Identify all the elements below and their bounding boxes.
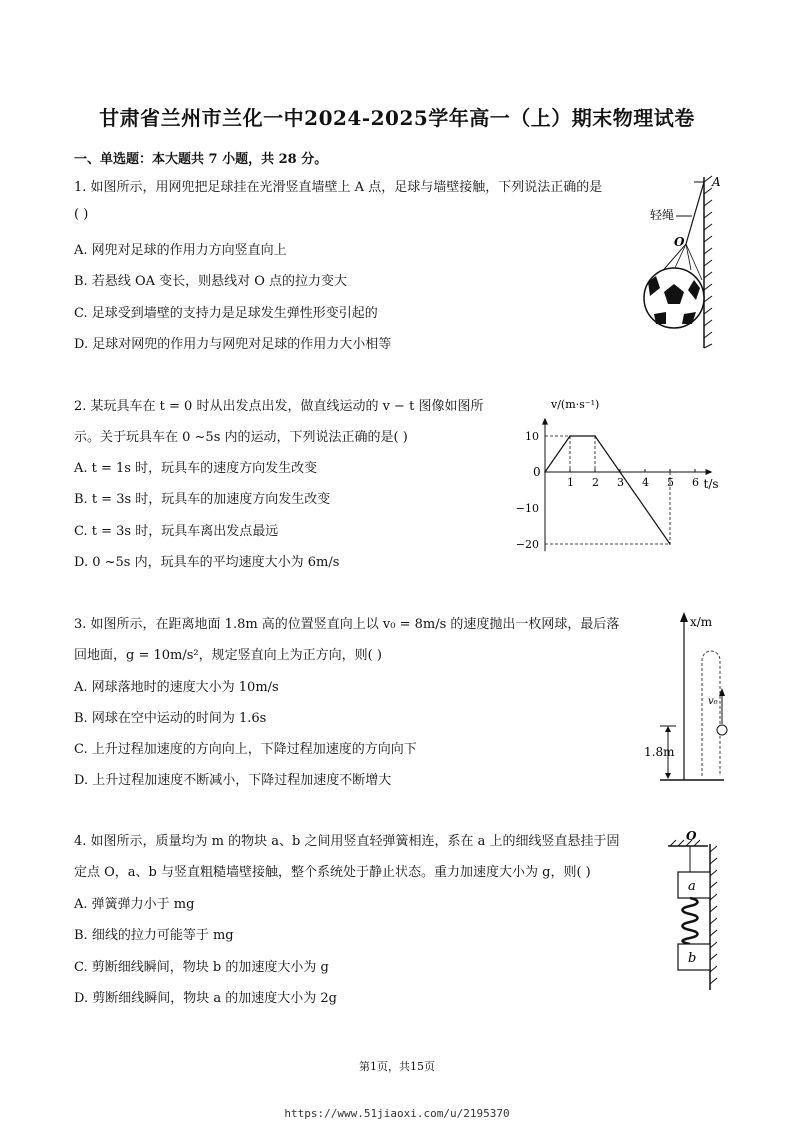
q3-v0-label: v₀ [708,696,718,707]
chart-origin-label: 0 [533,465,541,479]
chart-x-axis-label: t/s [703,477,719,491]
q2-option-a: A. t = 1s 时，玩具车的速度方向发生改变 [74,461,318,476]
page-footer: 第1页，共15页 [359,1060,435,1073]
q4-option-a: A. 弹簧弹力小于 mg [74,897,195,912]
chart-x-tick-label: 3 [617,476,624,489]
q4-stem-line-2: 定点 O，a、b 与竖直粗糙墙壁接触，整个系统处于静止状态。重力加速度大小为 g，则( ) [74,865,591,880]
chart-x-tick-label: 1 [567,476,574,489]
chart-series-line [545,436,670,544]
q1-football-figure [636,172,726,352]
q1-option-b: B. 若悬线 OA 变长，则悬线对 O 点的拉力变大 [74,274,348,289]
chart-y-tick-label: 10 [525,430,539,443]
q1-point-a-label: A [712,175,721,189]
chart-data-point [669,543,671,545]
chart-x-tick-label: 6 [692,476,699,489]
q3-tennis-figure [640,608,730,786]
chart-x-tick-label: 5 [667,476,674,489]
q3-option-c: C. 上升过程加速度的方向向上，下降过程加速度的方向向下 [74,742,417,757]
chart-x-tick-label: 2 [592,476,599,489]
q3-option-b: B. 网球在空中运动的时间为 1.6s [74,711,267,726]
q3-option-d: D. 上升过程加速度不断减小，下降过程加速度不断增大 [74,773,392,788]
q4-option-b: B. 细线的拉力可能等于 mg [74,928,234,943]
chart-y-axis-label: v/(m·s⁻¹) [551,398,600,411]
q2-stem-line-1: 2. 某玩具车在 t = 0 时从出发点出发，做直线运动的 v − t 图像如图所 [74,399,484,414]
q2-option-d: D. 0 ~5s 内，玩具车的平均速度大小为 6m/s [74,555,340,570]
page-title: 甘肃省兰州市兰化一中2024-2025学年高一（上）期末物理试卷 [99,106,695,130]
q1-option-c: C. 足球受到墙壁的支持力是足球发生弹性形变引起的 [74,306,378,321]
q2-option-c: C. t = 3s 时，玩具车离出发点最远 [74,524,279,539]
q4-block-b-label: b [688,951,697,966]
chart-data-point [544,471,546,473]
q3-stem-line-2: 回地面，g = 10m/s²，规定竖直向上为正方向，则( ) [74,648,382,663]
q1-stem-line-1: 1. 如图所示，用网兜把足球挂在光滑竖直墙壁上 A 点，足球与墙壁接触，下列说法正确的是 [74,180,603,195]
chart-x-arrow [706,469,713,475]
q4-option-d: D. 剪断细线瞬间，物块 a 的加速度大小为 2g [74,991,337,1006]
chart-y-tick-label: −20 [515,538,539,551]
chart-y-tick-label: −10 [515,502,539,515]
chart-data-point [569,435,571,437]
q1-option-d: D. 足球对网兜的作用力与网兜对足球的作用力大小相等 [74,337,392,352]
watermark-url: https://www.51jiaoxi.com/u/2195370 [284,1107,510,1120]
q1-stem-line-2: ( ) [74,207,89,222]
q3-height-label: 1.8m [644,745,675,759]
q4-option-c: C. 剪断细线瞬间，物块 b 的加速度大小为 g [74,960,329,975]
q2-vt-chart [505,390,725,560]
chart-y-arrow [542,418,548,425]
q4-stem-line-1: 4. 如图所示，质量均为 m 的物块 a、b 之间用竖直轻弹簧相连，系在 a 上的细线竖直悬挂于固 [74,834,620,849]
q3-axis-label: x/m [690,615,713,629]
q4-block-a-label: a [688,879,696,894]
chart-data-point [619,471,621,473]
q2-option-b: B. t = 3s 时，玩具车的加速度方向发生改变 [74,492,331,507]
section-heading: 一、单选题：本大题共 7 小题，共 28 分。 [74,152,328,167]
q4-spring-figure [660,826,730,996]
chart-x-tick-label: 4 [642,476,649,489]
chart-data-point [594,435,596,437]
q1-option-a: A. 网兜对足球的作用力方向竖直向上 [74,243,287,258]
q1-rope-label: 轻绳 [650,208,675,222]
q3-option-a: A. 网球落地时的速度大小为 10m/s [74,680,279,695]
q3-stem-line-1: 3. 如图所示，在距离地面 1.8m 高的位置竖直向上以 v₀ = 8m/s 的速度抛出一枚网球，最后落 [74,617,620,632]
q4-point-o-label: O [686,829,697,843]
q2-stem-line-2: 示。关于玩具车在 0 ~5s 内的运动，下列说法正确的是( ) [74,430,408,445]
q1-point-o-label: O [674,235,685,249]
